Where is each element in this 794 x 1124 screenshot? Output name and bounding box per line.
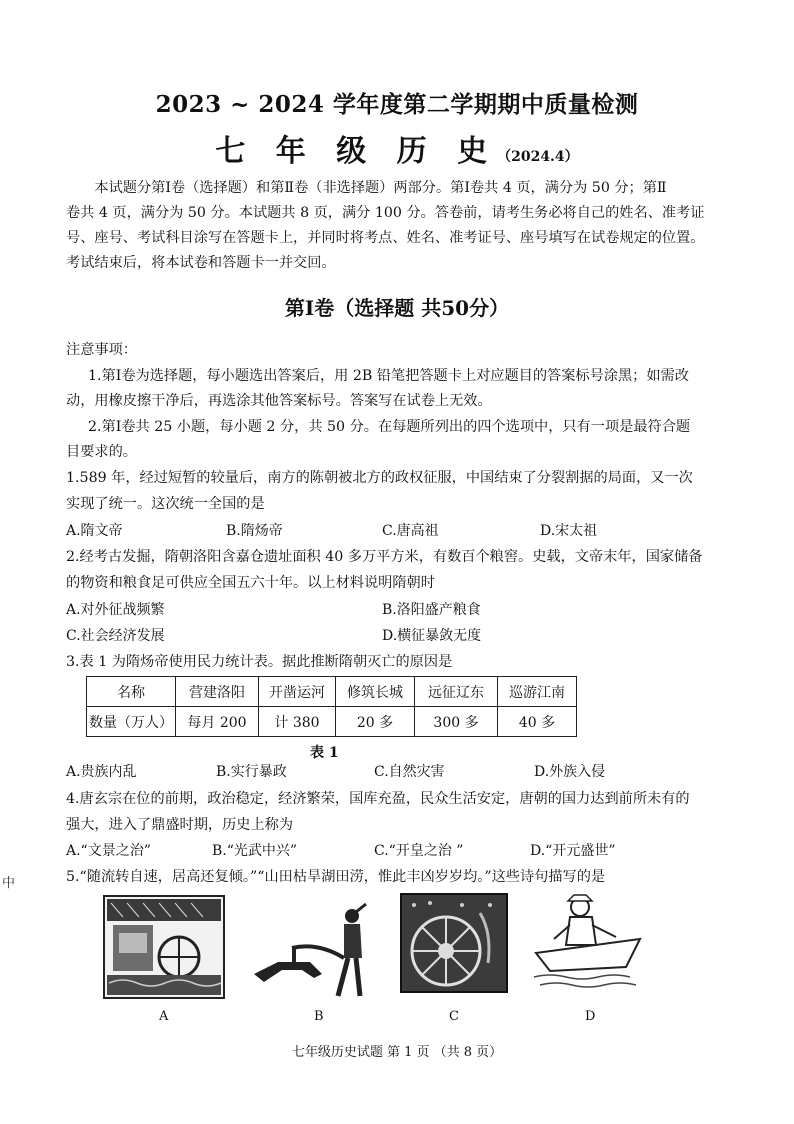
- subject-title: [0, 126, 794, 170]
- table-row: [87, 707, 577, 737]
- page-edge-bleed: [780, 180, 794, 1000]
- table-cell: 20 多: [336, 707, 415, 737]
- q4-stem-line-1: 4.唐玄宗在位的前期，政治稳定，经济繁荣，国库充盈，民众生活安定，唐朝的国力达到前所未有的: [66, 791, 690, 807]
- note-2-line-2: 目要求的。: [66, 444, 137, 460]
- q5-picture-a[interactable]: [103, 895, 225, 999]
- table-header-cell: 开凿运河: [259, 677, 336, 707]
- intro-line-2: 卷共 4 页，满分为 50 分。本试题共 8 页，满分 100 分。答卷前，请考生务必将自己的姓名、准考证: [66, 205, 705, 221]
- table-header-cell: 巡游江南: [498, 677, 577, 707]
- q2-option-a[interactable]: A.对外征战频繁: [66, 602, 165, 618]
- table-cell: 40 多: [498, 707, 577, 737]
- q3-option-c[interactable]: C.自然灾害: [374, 764, 445, 780]
- note-1-line-2: 动，用橡皮擦干净后，再选涂其他答案标号。答案写在试卷上无效。: [66, 393, 492, 409]
- table-header-cell: 远征辽东: [415, 677, 498, 707]
- q5-picture-b[interactable]: [248, 902, 382, 1000]
- q4-stem-line-2: 强大，进入了鼎盛时期，历史上称为: [66, 817, 294, 833]
- manpower-table: [86, 676, 577, 737]
- margin-text: 中: [2, 876, 16, 891]
- q5-picture-c[interactable]: [400, 893, 508, 993]
- q1-option-b[interactable]: B.隋炀帝: [226, 523, 283, 539]
- q4-option-b[interactable]: B.“光武中兴”: [212, 843, 298, 859]
- q5-label-d: D: [585, 1009, 596, 1024]
- q5-stem: 5.“随流转自速，居高还复倾。”“山田枯旱湖田涝，惟此丰凶岁岁均。”这些诗句描写的是: [66, 869, 606, 885]
- table-header-row: [87, 677, 577, 707]
- notes-heading: 注意事项：: [66, 342, 137, 358]
- page-footer: 七年级历史试题 第 1 页 （共 8 页）: [291, 1045, 503, 1060]
- exam-title: 2023 ~ 2024 学年度第二学期期中质量检测: [155, 91, 639, 118]
- q1-option-c[interactable]: C.唐高祖: [382, 523, 439, 539]
- q1-stem-line-2: 实现了统一。这次统一全国的是: [66, 496, 265, 512]
- q5-label-a: A: [159, 1009, 169, 1024]
- exam-date: （2024.4）: [497, 149, 579, 165]
- q2-option-c[interactable]: C.社会经济发展: [66, 628, 165, 644]
- q4-option-c[interactable]: C.“开皇之治 ”: [374, 843, 464, 859]
- table-cell: 计 380: [259, 707, 336, 737]
- q2-option-d[interactable]: D.横征暴敛无度: [382, 628, 482, 644]
- table-cell: 300 多: [415, 707, 498, 737]
- q1-option-a[interactable]: A.隋文帝: [66, 523, 123, 539]
- q2-stem-line-1: 2.经考古发掘，隋朝洛阳含嘉仓遗址面积 40 多万平方米，有数百个粮窖。史载，文帝末年，国家储备: [66, 549, 703, 565]
- intro-line-4: 考试结束后，将本试卷和答题卡一并交回。: [66, 255, 336, 271]
- table-cell: 每月 200: [176, 707, 259, 737]
- section-title: 第Ⅰ卷（选择题 共50分）: [284, 296, 510, 320]
- q3-option-d[interactable]: D.外族入侵: [534, 764, 606, 780]
- subject-name: 七 年 级 历 史: [215, 134, 498, 169]
- q3-stem: 3.表 1 为隋炀帝使用民力统计表。据此推断隋朝灭亡的原因是: [66, 654, 453, 670]
- q3-option-a[interactable]: A.贵族内乱: [66, 764, 137, 780]
- intro-line-3: 号、座号、考试科目涂写在答题卡上，并同时将考点、姓名、准考证号、座号填写在试卷规定的位置。: [66, 230, 705, 246]
- table-header-cell: 名称: [87, 677, 176, 707]
- table-header-cell: 修筑长城: [336, 677, 415, 707]
- q3-option-b[interactable]: B.实行暴政: [216, 764, 287, 780]
- q2-stem-line-2: 的物资和粮食足可供应全国五六十年。以上材料说明隋朝时: [66, 575, 435, 591]
- note-2-line-1: 2.第Ⅰ卷共 25 小题，每小题 2 分，共 50 分。在每题所列出的四个选项中，只有一项是最符合题: [88, 419, 691, 435]
- q4-option-d[interactable]: D.“开元盛世”: [530, 843, 616, 859]
- q4-option-a[interactable]: A.“文景之治”: [66, 843, 151, 859]
- q5-label-b: B: [314, 1009, 324, 1024]
- note-1-line-1: 1.第Ⅰ卷为选择题，每小题选出答案后，用 2B 铅笔把答题卡上对应题目的答案标号涂黑；如需改: [88, 368, 689, 384]
- table-header-cell: 营建洛阳: [176, 677, 259, 707]
- q5-picture-d[interactable]: [530, 893, 646, 993]
- q2-option-b[interactable]: B.洛阳盛产粮食: [382, 602, 481, 618]
- table-caption: 表 1: [310, 745, 339, 761]
- intro-line-1: 本试题分第Ⅰ卷（选择题）和第Ⅱ卷（非选择题）两部分。第Ⅰ卷共 4 页，满分为 50 分；第Ⅱ: [94, 180, 667, 196]
- table-cell: 数量（万人）: [87, 707, 176, 737]
- q1-option-d[interactable]: D.宋太祖: [540, 523, 598, 539]
- q1-stem-line-1: 1.589 年，经过短暂的较量后，南方的陈朝被北方的政权征服，中国结束了分裂割据的局面，又一次: [66, 470, 693, 486]
- q5-label-c: C: [449, 1009, 459, 1024]
